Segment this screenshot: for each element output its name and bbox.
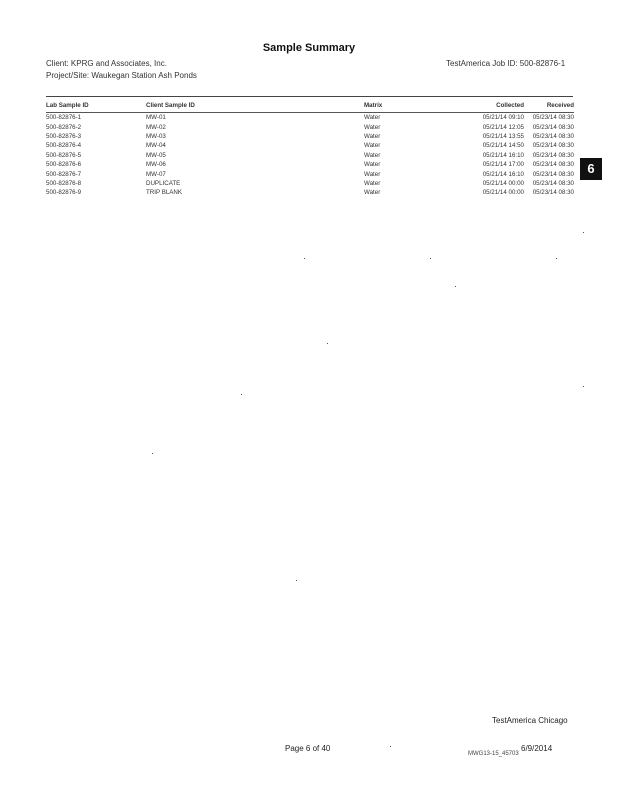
matrix: Water: [364, 161, 381, 169]
collected: 05/21/14 16:10: [482, 151, 524, 159]
client-sample-id: TRIP BLANK: [146, 189, 182, 197]
collected: 05/21/14 00:00: [482, 189, 524, 197]
table-row: [46, 151, 574, 160]
received: 05/23/14 08:30: [532, 114, 574, 122]
client-sample-id: MW-05: [146, 151, 166, 159]
report-date: 6/9/2014: [521, 744, 553, 753]
scan-speck: [583, 232, 584, 233]
table-row: [46, 141, 574, 150]
column-header-received: Received: [524, 101, 574, 113]
received: 05/23/14 08:30: [532, 132, 574, 140]
collected: 05/21/14 12:05: [482, 123, 524, 131]
scan-speck: [304, 258, 305, 259]
lab-sample-id: 500-82876-3: [46, 132, 82, 140]
column-header-lab-sample-id: Lab Sample ID: [46, 101, 146, 113]
scan-speck: [152, 453, 153, 454]
received: 05/23/14 08:30: [532, 123, 574, 131]
page-title: Sample Summary: [262, 42, 356, 54]
scan-speck: [556, 258, 557, 259]
client-sample-id: MW-06: [146, 161, 166, 169]
scan-speck: [296, 580, 297, 581]
job-id-line: TestAmerica Job ID: 500-82876-1: [446, 59, 566, 68]
lab-sample-id: 500-82876-6: [46, 161, 82, 169]
page-number: Page 6 of 40: [285, 744, 331, 753]
collected: 05/21/14 14:50: [482, 142, 524, 150]
collected: 05/21/14 16:10: [482, 170, 524, 178]
received: 05/23/14 08:30: [532, 161, 574, 169]
scan-speck: [390, 746, 391, 747]
column-header-client-sample-id: Client Sample ID: [146, 101, 364, 113]
matrix: Water: [364, 132, 381, 140]
scan-speck: [327, 343, 328, 344]
collected: 05/21/14 13:55: [482, 132, 524, 140]
received: 05/23/14 08:30: [532, 170, 574, 178]
header-divider: [46, 96, 573, 97]
lab-sample-id: 500-82876-7: [46, 170, 82, 178]
table-row: [46, 188, 574, 197]
table-row: [46, 113, 574, 123]
lab-sample-id: 500-82876-8: [46, 179, 82, 187]
scan-speck: [430, 258, 431, 259]
table-row: [46, 179, 574, 188]
matrix: Water: [364, 142, 381, 150]
matrix: Water: [364, 179, 381, 187]
lab-sample-id: 500-82876-1: [46, 114, 82, 122]
scan-speck: [583, 386, 584, 387]
laboratory-name: TestAmerica Chicago: [492, 716, 568, 725]
table-row: [46, 169, 574, 178]
sample-summary-table: [46, 101, 574, 198]
client-sample-id: MW-04: [146, 142, 166, 150]
column-header-matrix: Matrix: [364, 101, 444, 113]
project-site-line: Project/Site: Waukegan Station Ash Ponds: [46, 71, 197, 80]
client-sample-id: MW-07: [146, 170, 166, 178]
table-row: [46, 132, 574, 141]
collected: 05/21/14 09:10: [482, 114, 524, 122]
table-header-row: [46, 101, 574, 113]
lab-sample-id: 500-82876-9: [46, 189, 82, 197]
matrix: Water: [364, 114, 381, 122]
client-line: Client: KPRG and Associates, Inc.: [46, 59, 167, 68]
matrix: Water: [364, 189, 381, 197]
section-tab-marker: 6: [580, 158, 602, 180]
table-row: [46, 122, 574, 131]
received: 05/23/14 08:30: [532, 179, 574, 187]
lab-sample-id: 500-82876-2: [46, 123, 82, 131]
received: 05/23/14 08:30: [532, 189, 574, 197]
scan-speck: [241, 394, 242, 395]
document-code: MWG13-15_45703: [468, 751, 519, 757]
matrix: Water: [364, 170, 381, 178]
scan-speck: [455, 286, 456, 287]
collected: 05/21/14 00:00: [482, 179, 524, 187]
client-sample-id: MW-03: [146, 132, 166, 140]
column-header-collected: Collected: [444, 101, 524, 113]
collected: 05/21/14 17:00: [482, 161, 524, 169]
lab-sample-id: 500-82876-5: [46, 151, 82, 159]
table-row: [46, 160, 574, 169]
received: 05/23/14 08:30: [532, 142, 574, 150]
matrix: Water: [364, 123, 381, 131]
received: 05/23/14 08:30: [532, 151, 574, 159]
lab-sample-id: 500-82876-4: [46, 142, 82, 150]
client-sample-id: MW-01: [146, 114, 166, 122]
client-sample-id: MW-02: [146, 123, 166, 131]
matrix: Water: [364, 151, 381, 159]
client-sample-id: DUPLICATE: [146, 179, 181, 187]
